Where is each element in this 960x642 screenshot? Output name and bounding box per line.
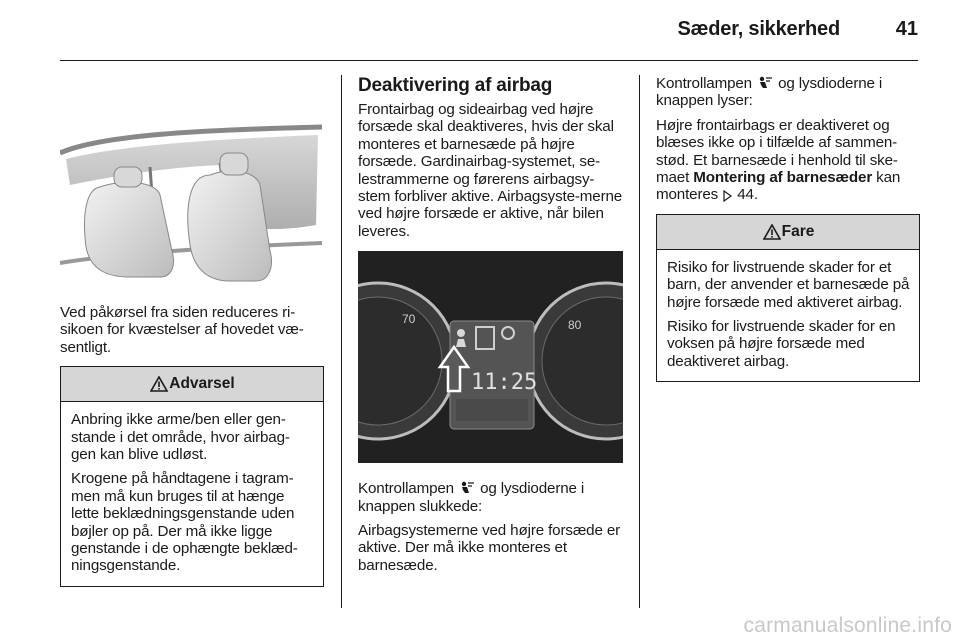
danger-header: [657, 215, 919, 250]
warning-paragraph-2: Krogene på håndtagene i tagram-men må kun bruges til at hænge lette beklædningsgenstande uden bøjler op på. Der må ikke ligge genstande i de ophængte beklæd-ningsgenstande.: [71, 470, 298, 575]
warning-box: [60, 366, 324, 587]
deactivation-intro: Frontairbag og sideairbag ved højre forsæde skal deaktiveres, hvis der skal monteres et barnesæde på højre forsæde. Gardinairbag-systemet, se-lestrammerne og førerens airbagsy-stem forbliver aktive. Airbagsyste-merne ved højre forsæde er aktive, når bilen leveres.: [358, 101, 623, 240]
warning-header: [61, 367, 323, 402]
warning-title: Advarsel: [169, 375, 235, 393]
lamp-off-text-b: og lysdioderne i knappen slukkede:: [358, 480, 585, 515]
warning-triangle-icon: [763, 224, 781, 240]
column-2: [358, 75, 623, 581]
column-divider-1: [341, 75, 342, 608]
child-seat-installation-link[interactable]: Montering af barnesæder: [693, 169, 873, 187]
danger-box: [656, 214, 920, 382]
speedometer-label-left: 70: [402, 312, 416, 327]
column-divider-2: [639, 75, 640, 608]
deactivated-text-b: kan monteres: [656, 169, 901, 204]
watermark: carmanualsonline.info: [743, 614, 952, 637]
danger-title: Fare: [781, 222, 815, 240]
danger-paragraph-1: Risiko for livstruende skader for et barn, der anvender et barnesæde på højre forsæde med aktiveret airbag.: [667, 258, 910, 311]
lamp-on-text-b: og lysdioderne i knappen lyser:: [656, 75, 883, 110]
danger-paragraph-2: Risiko for livstruende skader for en voksen på højre forsæde med deaktiveret airbag.: [667, 318, 896, 370]
lamp-off-text-a: Kontrollampen: [358, 480, 454, 498]
page-header-title: Sæder, sikkerhed: [677, 18, 840, 40]
side-impact-text: Ved påkørsel fra siden reduceres ri-sikoen for kvæstelser af hovedet væ-sentligt.: [60, 304, 304, 356]
cluster-clock: 11:25: [471, 370, 538, 396]
instrument-cluster-photo: [358, 251, 623, 463]
lamp-off-heading: [358, 480, 623, 515]
page-number: 41: [895, 18, 918, 40]
curtain-airbag-illustration: [60, 75, 324, 287]
speedometer-label-right: 80: [568, 318, 582, 333]
column-1: [60, 75, 324, 587]
lamp-on-heading: [656, 75, 920, 110]
warning-triangle-icon: [150, 376, 168, 392]
passenger-airbag-off-icon: [459, 481, 475, 496]
header-rule: [60, 60, 918, 61]
page-reference[interactable]: 44.: [737, 186, 758, 204]
page-reference-arrow-icon: [723, 190, 732, 202]
passenger-airbag-off-icon: [757, 76, 773, 91]
warning-paragraph-1: Anbring ikke arme/ben eller gen-stande i det område, hvor airbag-gen kan blive udløst.: [71, 411, 290, 464]
deactivated-description: [656, 117, 920, 204]
section-heading: Deaktivering af airbag: [358, 75, 553, 96]
deactivated-text-a: Højre frontairbags er deaktiveret og blæses ikke op i tilfælde af sammen-stød. Et barnesæde i henhold til ske-maet: [656, 116, 898, 187]
lamp-on-text-a: Kontrollampen: [656, 75, 752, 92]
column-3: [656, 75, 920, 382]
lamp-off-description: Airbagsystemerne ved højre forsæde er aktive. Der må ikke monteres et barnesæde.: [358, 522, 621, 574]
